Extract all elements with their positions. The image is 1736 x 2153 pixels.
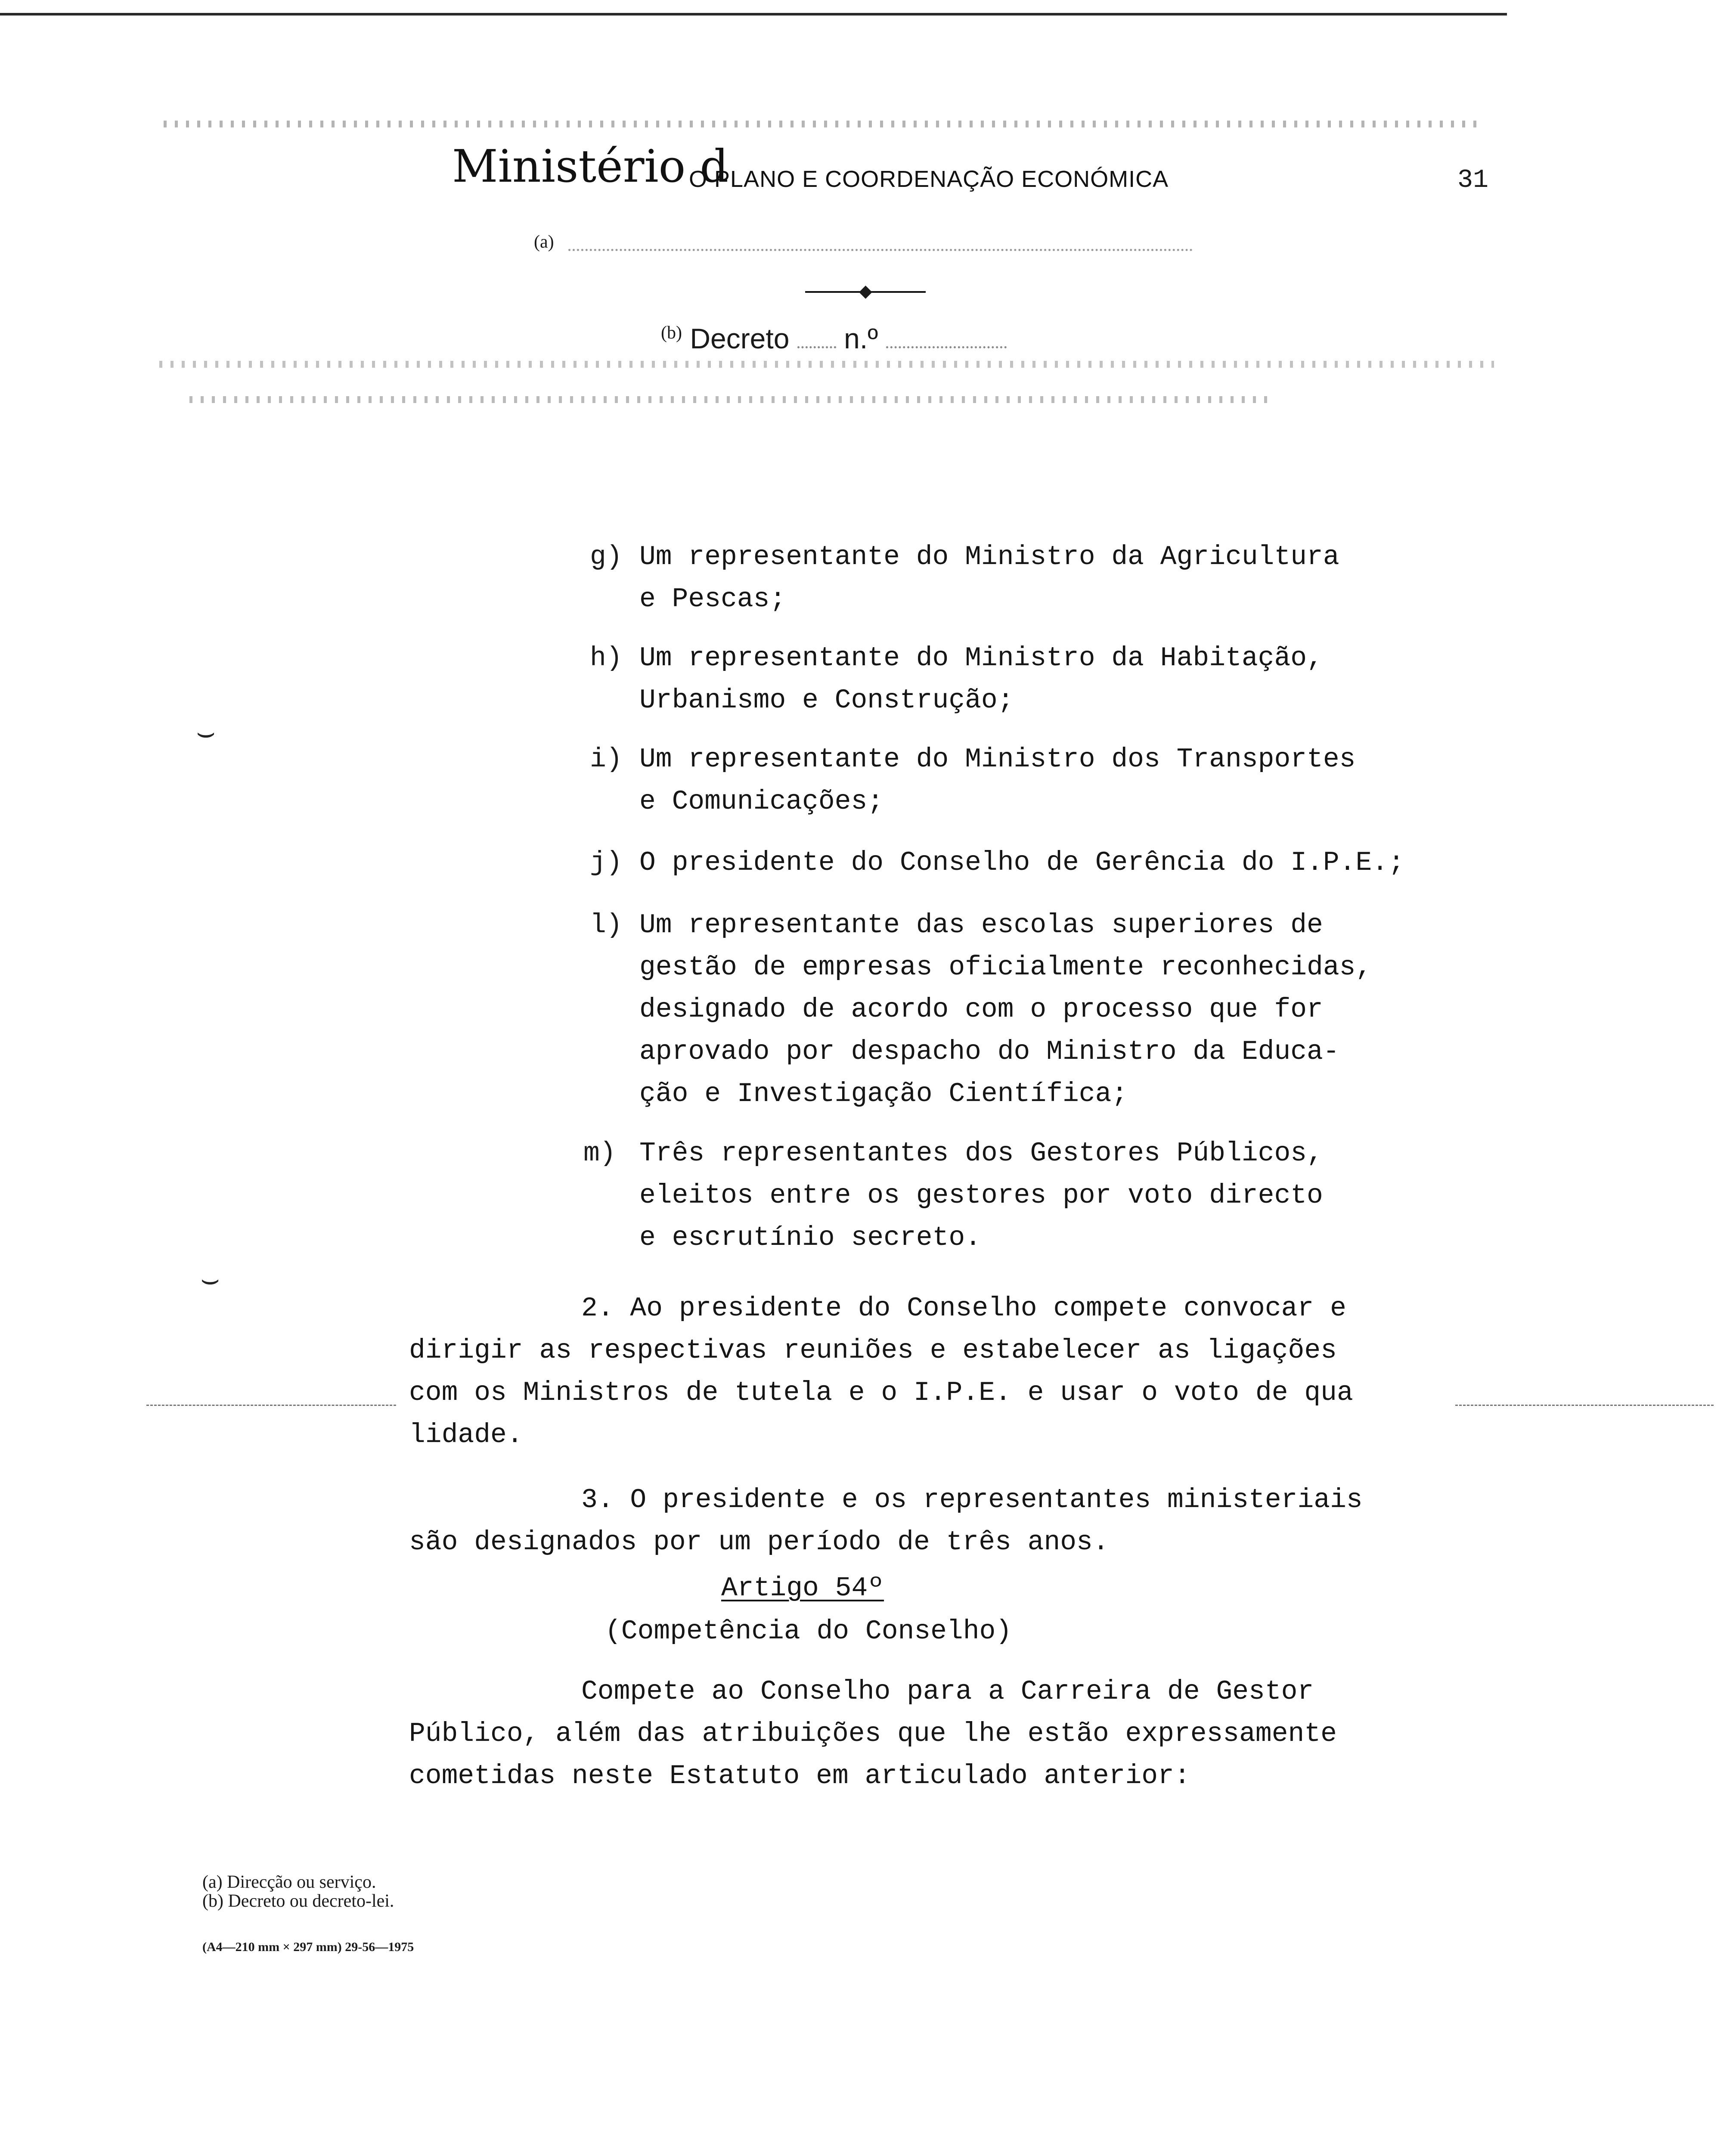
paper-format-note: (A4—210 mm × 297 mm) 29-56—1975 bbox=[202, 1940, 414, 1954]
decreto-word: Decreto bbox=[690, 323, 790, 354]
ministry-name-rest: O PLANO E COORDENAÇÃO ECONÓMICA bbox=[689, 166, 1169, 192]
list-item: Um representante do Ministro da Habitação, Urbanismo e Construção; bbox=[639, 643, 1323, 716]
scan-noise-line bbox=[164, 121, 1477, 127]
item-letter: i) bbox=[590, 744, 623, 775]
list-item: O presidente do Conselho de Gerência do I.P.E.; bbox=[639, 847, 1404, 878]
article-number: Artigo 54º bbox=[721, 1573, 884, 1604]
numero-dotted-field bbox=[886, 342, 1007, 348]
decreto-dotted-field bbox=[797, 342, 836, 348]
direction-dotted-field bbox=[568, 249, 1193, 251]
list-item: Um representante do Ministro da Agricultura e Pescas; bbox=[639, 542, 1339, 614]
scan-dash-line bbox=[1455, 1405, 1714, 1406]
page-number: 31 bbox=[1457, 166, 1489, 195]
item-letter: g) bbox=[590, 542, 623, 572]
item-letter: h) bbox=[590, 643, 623, 673]
item-letter: l) bbox=[590, 910, 623, 940]
footnote-b: (b) Decreto ou decreto-lei. bbox=[202, 1891, 394, 1911]
item-letter: j) bbox=[590, 847, 623, 878]
article-title: (Competência do Conselho) bbox=[605, 1616, 1012, 1647]
numero-label: n.º bbox=[844, 323, 878, 354]
margin-tick-mark: ⌣ bbox=[200, 1261, 220, 1297]
diamond-icon: ◆ bbox=[859, 281, 872, 301]
article-body: Compete ao Conselho para a Carreira de Gestor Público, além das atribuições que lhe estão expressamente cometidas neste Estatuto em articulado anterior: bbox=[409, 1676, 1337, 1791]
ministry-title: Ministério d bbox=[452, 140, 728, 192]
list-item: Três representantes dos Gestores Públicos, eleitos entre os gestores por voto directo e escrutínio secreto. bbox=[639, 1138, 1323, 1253]
scan-noise-line bbox=[159, 361, 1494, 368]
label-a: (a) bbox=[534, 232, 554, 252]
item-letter: m) bbox=[583, 1138, 616, 1169]
scan-noise-line bbox=[189, 396, 1274, 403]
top-rule bbox=[0, 13, 1507, 16]
decreto-line bbox=[661, 322, 1007, 355]
scan-dash-line bbox=[146, 1405, 396, 1406]
list-item: Um representante do Ministro dos Transportes e Comunicações; bbox=[639, 744, 1356, 817]
footnote-a: (a) Direcção ou serviço. bbox=[202, 1872, 376, 1892]
paragraph-3: 3. O presidente e os representantes ministeriais são designados por um período de três anos. bbox=[409, 1485, 1363, 1557]
list-item: Um representante das escolas superiores de gestão de empresas oficialmente reconhecidas, designado de acordo com o processo que for aprovado por despacho do Ministro da Educa- ção e Investigação Científica; bbox=[639, 910, 1372, 1109]
paragraph-2: 2. Ao presidente do Conselho compete convocar e dirigir as respectivas reuniões e estabelecer as ligações com os Ministros de tutela e o I.P.E. e usar o voto de qua lidade. bbox=[409, 1293, 1353, 1450]
margin-tick-mark: ⌣ bbox=[196, 714, 216, 750]
label-b: (b) bbox=[661, 323, 682, 343]
